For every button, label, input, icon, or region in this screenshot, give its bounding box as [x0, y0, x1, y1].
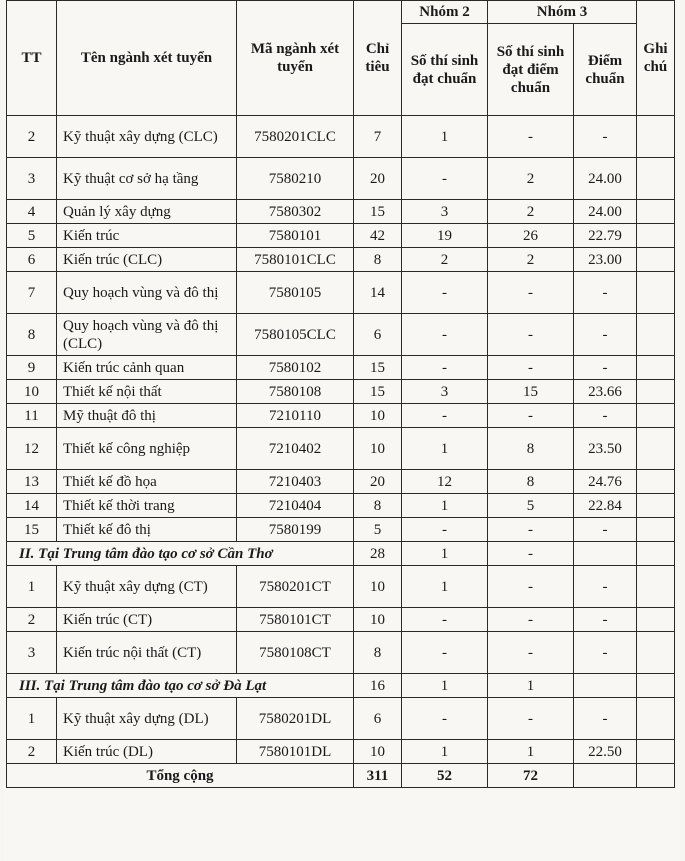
- row-nhom3: 2: [488, 200, 574, 224]
- row-note: [637, 542, 675, 566]
- row-name: Thiết kế đô thị: [57, 518, 237, 542]
- row-score: 24.76: [574, 470, 637, 494]
- row-nhom2: -: [402, 608, 488, 632]
- row-tt: 8: [7, 314, 57, 356]
- table-row: [7, 566, 675, 608]
- row-score: -: [574, 518, 637, 542]
- row-name: Quy hoạch vùng và đô thị (CLC): [57, 314, 237, 356]
- row-tt: 13: [7, 470, 57, 494]
- row-nhom3: 8: [488, 428, 574, 470]
- row-code: 7210403: [237, 470, 354, 494]
- row-quota: 10: [354, 566, 402, 608]
- row-score: -: [574, 272, 637, 314]
- row-note: [637, 158, 675, 200]
- row-quota: 15: [354, 356, 402, 380]
- row-tt: 1: [7, 566, 57, 608]
- table-row: [7, 608, 675, 632]
- row-tt: 9: [7, 356, 57, 380]
- row-score: 24.00: [574, 158, 637, 200]
- row-name: Kiến trúc (DL): [57, 740, 237, 764]
- row-nhom3: -: [488, 566, 574, 608]
- row-name: Kiến trúc nội thất (CT): [57, 632, 237, 674]
- section-row: [7, 542, 675, 566]
- row-note: [637, 224, 675, 248]
- row-quota: 15: [354, 380, 402, 404]
- row-code: 7580105: [237, 272, 354, 314]
- row-nhom3: -: [488, 518, 574, 542]
- row-tt: 5: [7, 224, 57, 248]
- row-code: 7580201DL: [237, 698, 354, 740]
- row-nhom3: 5: [488, 494, 574, 518]
- section-label: III. Tại Trung tâm đào tạo cơ sở Đà Lạt: [7, 674, 354, 698]
- row-score: 24.00: [574, 200, 637, 224]
- table-row: [7, 356, 675, 380]
- table-row: [7, 428, 675, 470]
- row-nhom3: -: [488, 314, 574, 356]
- section-row: [7, 674, 675, 698]
- row-nhom3: 26: [488, 224, 574, 248]
- row-nhom3: -: [488, 608, 574, 632]
- row-code: 7580101CLC: [237, 248, 354, 272]
- row-tt: 3: [7, 158, 57, 200]
- row-name: Quản lý xây dựng: [57, 200, 237, 224]
- row-nhom2: 1: [402, 566, 488, 608]
- row-tt: 2: [7, 116, 57, 158]
- row-tt: 2: [7, 608, 57, 632]
- total-row: [7, 764, 675, 788]
- row-name: Quy hoạch vùng và đô thị: [57, 272, 237, 314]
- table-row: [7, 698, 675, 740]
- row-quota: 8: [354, 248, 402, 272]
- row-note: [637, 608, 675, 632]
- row-nhom3: -: [488, 698, 574, 740]
- row-nhom2: 19: [402, 224, 488, 248]
- row-note: [637, 404, 675, 428]
- row-tt: 11: [7, 404, 57, 428]
- table-row: [7, 404, 675, 428]
- row-name: Mỹ thuật đô thị: [57, 404, 237, 428]
- header-nhom3: Nhóm 3: [488, 1, 637, 24]
- total-quota: 311: [354, 764, 402, 788]
- table-row: [7, 158, 675, 200]
- row-nhom3: -: [488, 542, 574, 566]
- row-note: [637, 428, 675, 470]
- row-code: 7210110: [237, 404, 354, 428]
- total-note: [637, 764, 675, 788]
- row-nhom2: 1: [402, 740, 488, 764]
- row-name: Thiết kế thời trang: [57, 494, 237, 518]
- table-body: [7, 116, 675, 764]
- row-name: Kiến trúc cảnh quan: [57, 356, 237, 380]
- row-note: [637, 470, 675, 494]
- row-code: 7580302: [237, 200, 354, 224]
- total-nhom3: 72: [488, 764, 574, 788]
- row-nhom2: 1: [402, 674, 488, 698]
- row-quota: 42: [354, 224, 402, 248]
- header-so-thi-sinh-dat-chuan: Số thí sinh đạt chuẩn: [402, 24, 488, 116]
- row-nhom3: 2: [488, 248, 574, 272]
- table-row: [7, 116, 675, 158]
- row-score: 22.84: [574, 494, 637, 518]
- row-name: Kỹ thuật xây dựng (DL): [57, 698, 237, 740]
- table-row: [7, 224, 675, 248]
- row-nhom3: 8: [488, 470, 574, 494]
- table-row: [7, 470, 675, 494]
- row-nhom3: -: [488, 272, 574, 314]
- row-note: [637, 566, 675, 608]
- row-note: [637, 356, 675, 380]
- table-row: [7, 632, 675, 674]
- row-note: [637, 248, 675, 272]
- row-nhom2: 1: [402, 494, 488, 518]
- row-note: [637, 380, 675, 404]
- table-row: [7, 494, 675, 518]
- row-quota: 7: [354, 116, 402, 158]
- row-nhom3: 1: [488, 740, 574, 764]
- row-nhom2: -: [402, 632, 488, 674]
- row-nhom3: 1: [488, 674, 574, 698]
- row-nhom2: -: [402, 698, 488, 740]
- row-note: [637, 200, 675, 224]
- row-quota: 5: [354, 518, 402, 542]
- row-tt: 7: [7, 272, 57, 314]
- row-quota: 10: [354, 428, 402, 470]
- admission-document: [4, 0, 680, 861]
- row-nhom2: 1: [402, 428, 488, 470]
- table-row: [7, 200, 675, 224]
- total-nhom2: 52: [402, 764, 488, 788]
- row-nhom2: 12: [402, 470, 488, 494]
- row-tt: 2: [7, 740, 57, 764]
- row-code: 7580101: [237, 224, 354, 248]
- row-quota: 20: [354, 158, 402, 200]
- row-tt: 4: [7, 200, 57, 224]
- row-nhom2: 1: [402, 116, 488, 158]
- row-quota: 8: [354, 494, 402, 518]
- row-code: 7580105CLC: [237, 314, 354, 356]
- table-row: [7, 272, 675, 314]
- header-diem-chuan: Điểm chuẩn: [574, 24, 637, 116]
- header-ten-nganh: Tên ngành xét tuyển: [57, 1, 237, 116]
- row-note: [637, 116, 675, 158]
- row-score: -: [574, 632, 637, 674]
- row-note: [637, 518, 675, 542]
- row-tt: 1: [7, 698, 57, 740]
- row-note: [637, 272, 675, 314]
- row-nhom3: -: [488, 116, 574, 158]
- row-nhom2: -: [402, 404, 488, 428]
- row-tt: 15: [7, 518, 57, 542]
- row-name: Kiến trúc (CLC): [57, 248, 237, 272]
- row-score: 23.66: [574, 380, 637, 404]
- row-name: Kỹ thuật cơ sở hạ tầng: [57, 158, 237, 200]
- row-name: Kỹ thuật xây dựng (CT): [57, 566, 237, 608]
- section-label: II. Tại Trung tâm đào tạo cơ sở Cần Thơ: [7, 542, 354, 566]
- row-note: [637, 740, 675, 764]
- row-tt: 10: [7, 380, 57, 404]
- row-quota: 28: [354, 542, 402, 566]
- row-code: 7580101DL: [237, 740, 354, 764]
- row-name: Kiến trúc: [57, 224, 237, 248]
- header-chi-tieu: Chỉ tiêu: [354, 1, 402, 116]
- row-note: [637, 632, 675, 674]
- row-note: [637, 314, 675, 356]
- row-nhom3: 15: [488, 380, 574, 404]
- table-row: [7, 740, 675, 764]
- row-nhom2: 3: [402, 200, 488, 224]
- row-nhom3: -: [488, 632, 574, 674]
- row-nhom2: -: [402, 518, 488, 542]
- row-score: -: [574, 608, 637, 632]
- table-row: [7, 314, 675, 356]
- header-ghi-chu: Ghi chú: [637, 1, 675, 116]
- row-tt: 12: [7, 428, 57, 470]
- row-tt: 14: [7, 494, 57, 518]
- row-quota: 16: [354, 674, 402, 698]
- row-nhom2: 3: [402, 380, 488, 404]
- row-code: 7580108: [237, 380, 354, 404]
- row-nhom2: -: [402, 356, 488, 380]
- row-code: 7210404: [237, 494, 354, 518]
- row-score: -: [574, 698, 637, 740]
- header-tt: TT: [7, 1, 57, 116]
- total-label: Tổng cộng: [7, 764, 354, 788]
- row-score: -: [574, 566, 637, 608]
- row-nhom2: -: [402, 158, 488, 200]
- row-quota: 6: [354, 314, 402, 356]
- row-score: [574, 542, 637, 566]
- row-note: [637, 698, 675, 740]
- table-row: [7, 380, 675, 404]
- row-quota: 10: [354, 608, 402, 632]
- row-code: 7210402: [237, 428, 354, 470]
- row-quota: 6: [354, 698, 402, 740]
- row-name: Thiết kế nội thất: [57, 380, 237, 404]
- row-name: Kiến trúc (CT): [57, 608, 237, 632]
- row-score: 23.00: [574, 248, 637, 272]
- row-note: [637, 674, 675, 698]
- row-score: -: [574, 116, 637, 158]
- row-score: 22.79: [574, 224, 637, 248]
- row-nhom3: -: [488, 404, 574, 428]
- row-quota: 10: [354, 404, 402, 428]
- header-ma-nganh: Mã ngành xét tuyển: [237, 1, 354, 116]
- header-nhom2: Nhóm 2: [402, 1, 488, 24]
- row-score: -: [574, 314, 637, 356]
- row-note: [637, 494, 675, 518]
- row-code: 7580201CLC: [237, 116, 354, 158]
- row-nhom2: -: [402, 272, 488, 314]
- table-row: [7, 518, 675, 542]
- row-code: 7580102: [237, 356, 354, 380]
- row-name: Thiết kế đồ họa: [57, 470, 237, 494]
- total-score: [574, 764, 637, 788]
- row-nhom2: 1: [402, 542, 488, 566]
- row-quota: 10: [354, 740, 402, 764]
- row-code: 7580199: [237, 518, 354, 542]
- row-nhom2: 2: [402, 248, 488, 272]
- row-code: 7580108CT: [237, 632, 354, 674]
- row-code: 7580201CT: [237, 566, 354, 608]
- header-so-thi-sinh-dat-diem-chuan: Số thí sinh đạt điểm chuẩn: [488, 24, 574, 116]
- row-score: -: [574, 356, 637, 380]
- row-code: 7580210: [237, 158, 354, 200]
- row-tt: 3: [7, 632, 57, 674]
- row-quota: 14: [354, 272, 402, 314]
- table-row: [7, 248, 675, 272]
- row-score: -: [574, 404, 637, 428]
- row-nhom3: 2: [488, 158, 574, 200]
- row-quota: 8: [354, 632, 402, 674]
- admission-table: [6, 0, 675, 788]
- row-nhom2: -: [402, 314, 488, 356]
- row-code: 7580101CT: [237, 608, 354, 632]
- row-tt: 6: [7, 248, 57, 272]
- row-score: 22.50: [574, 740, 637, 764]
- row-quota: 20: [354, 470, 402, 494]
- row-nhom3: -: [488, 356, 574, 380]
- row-score: 23.50: [574, 428, 637, 470]
- row-name: Thiết kế công nghiệp: [57, 428, 237, 470]
- row-name: Kỹ thuật xây dựng (CLC): [57, 116, 237, 158]
- row-quota: 15: [354, 200, 402, 224]
- row-score: [574, 674, 637, 698]
